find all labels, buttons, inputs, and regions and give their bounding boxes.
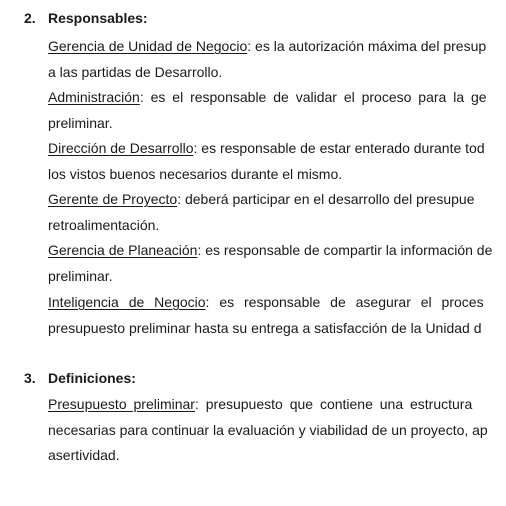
entry-term: Presupuesto preliminar [48, 396, 195, 412]
entry-continuation: retroalimentación. [48, 217, 160, 233]
entry-term: Gerente de Proyecto [48, 191, 178, 207]
entry-presupuesto-preliminar [48, 394, 472, 414]
entry-inteligencia-negocio [48, 292, 484, 312]
entry-gerencia-unidad-negocio [48, 36, 486, 56]
entry-continuation: preliminar. [48, 115, 113, 131]
entry-text: : es la autorización máxima del presup [247, 38, 487, 54]
entry-text: : es responsable de estar enterado durante tod [193, 140, 485, 156]
section-title: Definiciones: [48, 370, 136, 386]
section-number: 2. [24, 10, 36, 26]
entry-term: Inteligencia de Negocio [48, 294, 206, 310]
entry-text: : es responsable de compartir la información de [197, 242, 493, 258]
entry-text: : es responsable de asegurar el proces [205, 294, 484, 310]
entry-term: Dirección de Desarrollo [48, 140, 194, 156]
entry-continuation: los vistos buenos necesarios durante el mismo. [48, 166, 343, 182]
section-title: Responsables: [48, 10, 148, 26]
entry-text: : deberá participar en el desarrollo del presupue [177, 191, 475, 207]
entry-continuation: preliminar. [48, 268, 113, 284]
entry-term: Gerencia de Unidad de Negocio [48, 38, 248, 54]
entry-term: Gerencia de Planeación [48, 242, 198, 258]
entry-continuation: necesarias para continuar la evaluación y viabilidad de un proyecto, ap [48, 422, 488, 438]
entry-direccion-desarrollo [48, 138, 485, 158]
section-number: 3. [24, 370, 36, 386]
entry-administracion [48, 87, 487, 107]
entry-continuation: a las partidas de Desarrollo. [48, 64, 223, 80]
entry-term: Administración [48, 89, 140, 105]
entry-continuation: presupuesto preliminar hasta su entrega a satisfacción de la Unidad d [48, 320, 482, 336]
section-heading-definiciones [24, 370, 136, 386]
entry-gerencia-planeacion [48, 240, 492, 260]
entry-text: : es el responsable de validar el proceso para la ge [139, 89, 487, 105]
section-heading-responsables [24, 10, 148, 26]
entry-gerente-proyecto [48, 189, 474, 209]
entry-text: : presupuesto que contiene una estructura [194, 396, 473, 412]
entry-continuation: asertividad. [48, 447, 120, 463]
